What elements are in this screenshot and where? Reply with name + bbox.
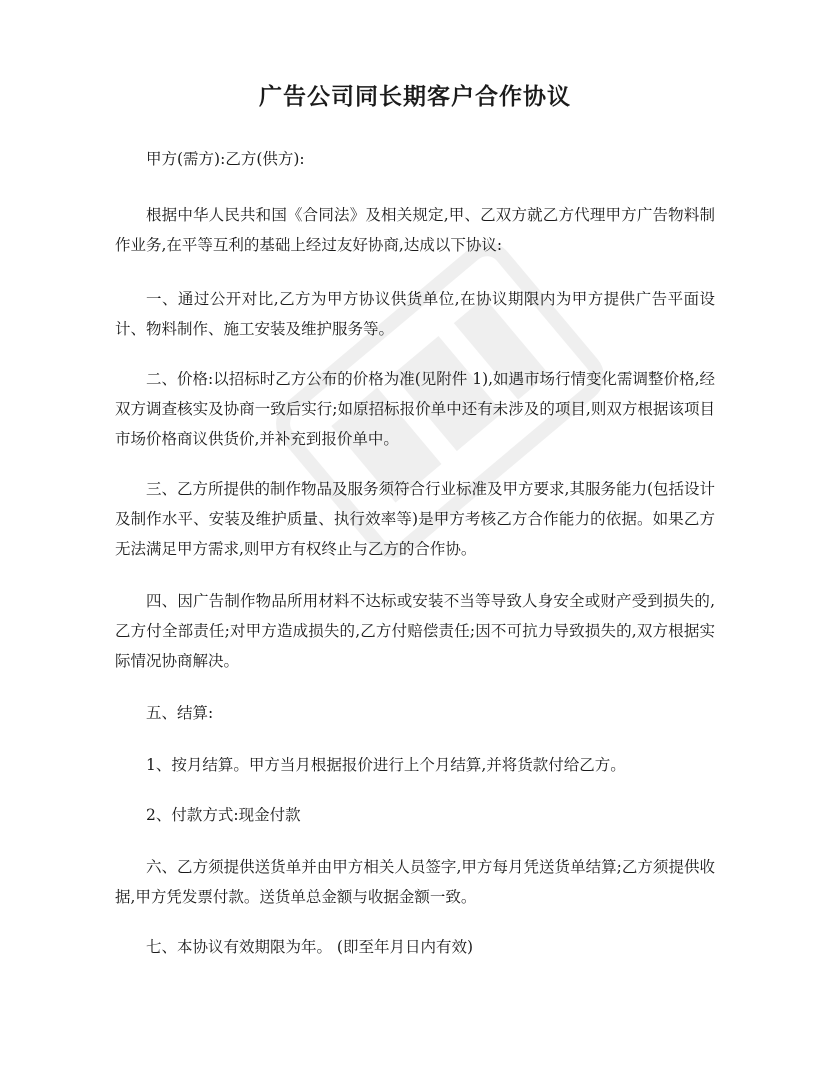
clause-5-heading: 五、结算: [146,704,214,722]
clause-5-item-2: 2、付款方式:现金付款 [146,806,301,824]
clause-7: 七、本协议有效期限为年。 (即至年月日内有效) [146,938,474,956]
clause-4: 四、因广告制作物品所用材料不达标或安装不当等导致人身安全或财产受到损失的,乙方付全部责任;对甲方造成损失的,乙方付赔偿责任;因不可抗力导致损失的,双方根据实际情况协商解决。 [115,592,715,670]
clause-6: 六、乙方须提供送货单并由甲方相关人员签字,甲方每月凭送货单结算;乙方须提供收据,甲方凭发票付款。送货单总金额与收据金额一致。 [115,858,715,906]
clause-3: 三、乙方所提供的制作物品及服务须符合行业标准及甲方要求,其服务能力(包括设计及制作水平、安装及维护质量、执行效率等)是甲方考核乙方合作能力的依据。如果乙方无法满足甲方需求,则甲方有权终止与乙方的合作协。 [115,480,715,558]
clause-5-item-1: 1、按月结算。甲方当月根据报价进行上个月结算,并将货款付给乙方。 [146,756,626,774]
parties-line: 甲方(需方):乙方(供方): [146,150,305,168]
intro-paragraph: 根据中华人民共和国《合同法》及相关规定,甲、乙双方就乙方代理甲方广告物料制作业务,在平等互利的基础上经过友好协商,达成以下协议: [115,206,715,254]
clause-1: 一、通过公开对比,乙方为甲方协议供货单位,在协议期限内为甲方提供广告平面设计、物料制作、施工安装及维护服务等。 [115,290,715,338]
document-title: 广告公司同长期客户合作协议 [259,84,571,110]
clause-2: 二、价格:以招标时乙方公布的价格为准(见附件 1),如遇市场行情变化需调整价格,经双方调查核实及协商一致后实行;如原招标报价单中还有未涉及的项目,则双方根据该项目市场价格商议供货价,并补充到报价单中。 [115,370,715,448]
